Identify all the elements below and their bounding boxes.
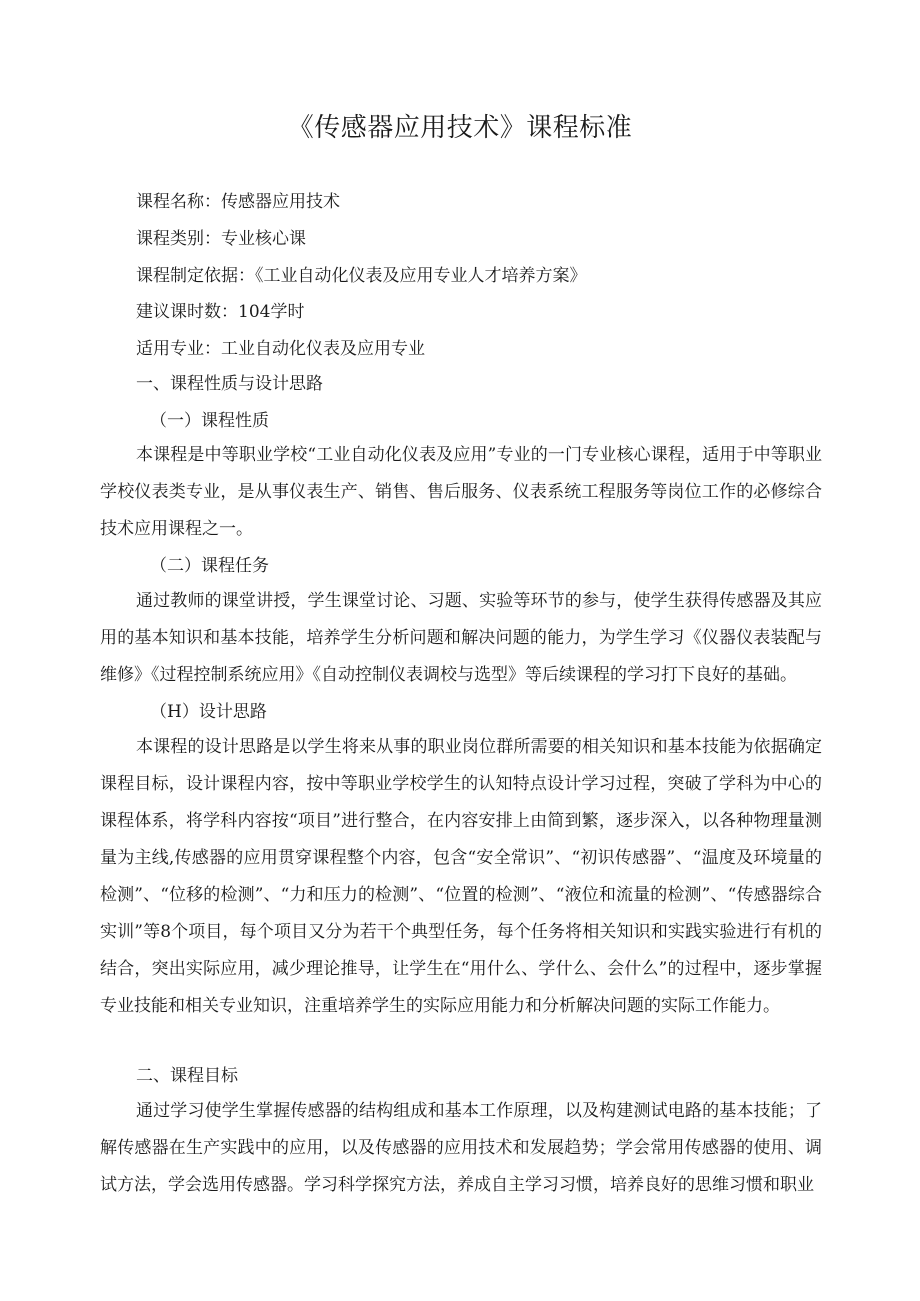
section-1-1-heading: （一）课程性质 <box>150 411 269 431</box>
document-title: 《传感器应用技术》课程标准 <box>287 113 633 143</box>
course-type-line: 课程类别：专业核心课 <box>136 229 306 249</box>
course-hours-line: 建议课时数：104学时 <box>136 302 305 322</box>
section-1-3-heading: （H）设计思路 <box>150 702 267 722</box>
section-1-1-paragraph: 本课程是中等职业学校“工业自动化仪表及应用”专业的一门专业核心课程，适用于中等职业学校仪表类专业，是从事仪表生产、销售、售后服务、仪表系统工程服务等岗位工作的必修综合技术应用课程之一。 <box>100 445 822 539</box>
course-basis-line: 课程制定依据：《工业自动化仪表及应用专业人才培养方案》 <box>136 266 587 286</box>
section-1-heading: 一、课程性质与设计思路 <box>136 374 323 394</box>
course-major-line: 适用专业：工业自动化仪表及应用专业 <box>136 339 425 359</box>
section-2-paragraph: 通过学习使学生掌握传感器的结构组成和基本工作原理，以及构建测试电路的基本技能；了解传感器在生产实践中的应用，以及传感器的应用技术和发展趋势；学会常用传感器的使用、调试方法，学会选用传感器。学习科学探究方法，养成自主学习习惯，培养良好的思维习惯和职业 <box>100 1101 822 1195</box>
section-1-2-heading: （二）课程任务 <box>150 556 269 576</box>
course-name-line: 课程名称：传感器应用技术 <box>136 192 340 212</box>
section-2-heading: 二、课程目标 <box>136 1066 238 1086</box>
section-1-2-paragraph: 通过教师的课堂讲授，学生课堂讨论、习题、实验等环节的参与，使学生获得传感器及其应用的基本知识和基本技能，培养学生分析问题和解决问题的能力，为学生学习《仪器仪表装配与维修》《过程控制系统应用》《自动控制仪表调校与选型》等后续课程的学习打下良好的基础。 <box>100 591 822 685</box>
section-1-3-paragraph: 本课程的设计思路是以学生将来从事的职业岗位群所需要的相关知识和基本技能为依据确定课程目标，设计课程内容，按中等职业学校学生的认知特点设计学习过程，突破了学科为中心的课程体系，将学科内容按“项目”进行整合，在内容安排上由简到繁，逐步深入，以各种物理量测量为主线,传感器的应用贯穿课程整个内容，包含“安全常识”、“初识传感器”、“温度及环境量的检测”、“位移的检测”、“力和压力的检测”、“位置的检测”、“液位和流量的检测”、“传感器综合实训”等8个项目，每个项目又分为若干个典型任务，每个任务将相关知识和实践实验进行有机的结合，突出实际应用，减少理论推导，让学生在“用什么、学什么、会什么”的过程中，逐步掌握专业技能和相关专业知识，注重培养学生的实际应用能力和分析解决问题的实际工作能力。 <box>100 737 822 1016</box>
